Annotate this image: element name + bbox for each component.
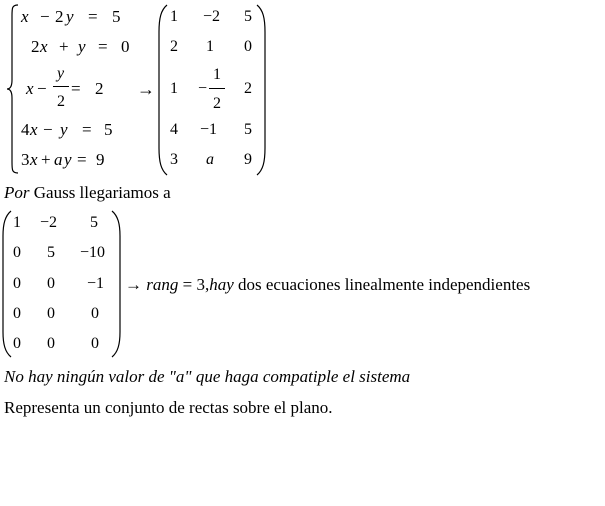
matrix1-r4-c2: −1 <box>200 121 218 138</box>
matrix1-r3-fraction-bar <box>209 88 225 89</box>
matrix1-r4-c3: 5 <box>244 121 252 138</box>
eq2-rhs: 0 <box>121 37 130 56</box>
matrix1-r1-c3: 5 <box>244 8 252 25</box>
eq4-x: x <box>30 120 38 139</box>
matrix1-r3-minus: − <box>198 80 208 97</box>
matrix2-r2-c3: −10 <box>80 244 106 261</box>
no-value-line: No hay ningún valor de "a" que haga compatiple el sistema <box>4 367 411 386</box>
eq2-equals: = <box>98 37 108 56</box>
rank-arrow: → <box>125 275 142 294</box>
eq3-x: x <box>26 79 34 98</box>
matrix2-r1-c2: −2 <box>40 214 58 231</box>
matrix1-right-paren <box>256 4 266 176</box>
gauss-line <box>4 184 171 201</box>
eq1-equals: = <box>88 7 98 26</box>
eq2-x: x <box>40 37 48 56</box>
matrix1-r3-c3: 2 <box>244 80 252 97</box>
eq5-plus: + <box>41 150 51 169</box>
gauss-line-text: Gauss llegariamos a <box>33 183 171 202</box>
matrix1-r3-fraction-denominator: 2 <box>213 95 221 112</box>
eq3-fraction-bar <box>53 86 69 87</box>
eq2-coef: 2 <box>31 37 40 56</box>
eq4-minus: − <box>43 120 53 139</box>
matrix2-r4-c2: 0 <box>47 305 55 322</box>
eq4-rhs: 5 <box>104 120 113 139</box>
arrow-to-matrix1: → <box>137 79 155 99</box>
matrix2-r4-c3: 0 <box>91 305 99 322</box>
eq1-coef: 2 <box>55 7 64 26</box>
matrix2-right-paren <box>111 210 121 358</box>
matrix2-r5-c3: 0 <box>91 335 99 352</box>
matrix1-r2-c3: 0 <box>244 38 252 55</box>
matrix2-r3-c2: 0 <box>47 275 55 292</box>
matrix2-r3-c1: 0 <box>13 275 21 292</box>
left-brace <box>6 4 20 174</box>
eq5-x: x <box>30 150 38 169</box>
matrix1-r1-c1: 1 <box>170 8 178 25</box>
eq1-x: x <box>21 7 29 26</box>
eq3-equals: = <box>71 79 81 98</box>
eq4-y: y <box>60 120 68 139</box>
eq4-coef: 4 <box>21 120 30 139</box>
matrix2-r5-c1: 0 <box>13 335 21 352</box>
matrix1-r2-c1: 2 <box>170 38 178 55</box>
gauss-line-por: Por <box>4 183 30 202</box>
eq4-equals: = <box>82 120 92 139</box>
matrix2-r2-c1: 0 <box>13 244 21 261</box>
eq3-rhs: 2 <box>95 79 104 98</box>
eq2-y: y <box>78 37 86 56</box>
eq5-equals: = <box>77 150 87 169</box>
matrix2-r1-c3: 5 <box>90 214 98 231</box>
matrix1-r1-c2: −2 <box>203 8 221 25</box>
matrix2-r4-c1: 0 <box>13 305 21 322</box>
matrix1-r2-c2: 1 <box>206 38 214 55</box>
rank-equals-value: = 3, <box>182 275 210 294</box>
eq5-coef: 3 <box>21 150 30 169</box>
matrix1-r4-c1: 4 <box>170 121 178 138</box>
matrix1-r5-c3: 9 <box>244 151 252 168</box>
matrix1-left-paren <box>158 4 168 176</box>
matrix1-r5-c1: 3 <box>170 151 178 168</box>
rank-text: dos ecuaciones linealmente independientes <box>238 275 531 294</box>
matrix2-r3-c3: −1 <box>87 275 105 292</box>
matrix2-left-paren <box>2 210 12 358</box>
eq3-fraction-numerator: y <box>57 65 65 82</box>
matrix1-r3-fraction-numerator: 1 <box>213 66 221 83</box>
rank-label: rang <box>146 275 179 294</box>
eq1-rhs: 5 <box>112 7 121 26</box>
conclusion-line: Representa un conjunto de rectas sobre el plano. <box>4 398 333 417</box>
matrix2-r1-c1: 1 <box>13 214 21 231</box>
eq1-y: y <box>66 7 74 26</box>
eq3-minus: − <box>37 79 47 98</box>
eq2-plus: + <box>59 37 69 56</box>
eq3-fraction-denominator: 2 <box>57 93 65 110</box>
eq1-minus: − <box>40 7 50 26</box>
eq5-rhs: 9 <box>96 150 105 169</box>
rank-hay: hay <box>209 275 234 294</box>
matrix1-r5-c2: a <box>206 151 214 168</box>
matrix1-r3-c1: 1 <box>170 80 178 97</box>
eq5-a: a <box>54 150 63 169</box>
matrix2-r5-c2: 0 <box>47 335 55 352</box>
eq5-y: y <box>64 150 72 169</box>
matrix2-r2-c2: 5 <box>47 244 55 261</box>
rank-line <box>125 276 530 293</box>
